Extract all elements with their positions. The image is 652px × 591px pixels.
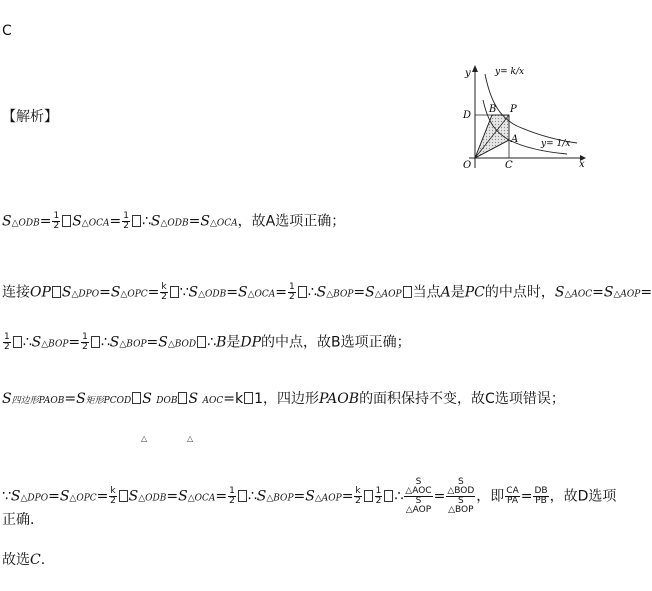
sub-oca: △OCA [81, 218, 110, 229]
eq-sign: = [68, 334, 81, 351]
missing-glyph-box [170, 286, 179, 298]
math-s: S [2, 391, 12, 407]
label-point-d: D [463, 110, 472, 121]
label-y-axis: y [465, 68, 471, 79]
text-is: 是 [226, 334, 241, 351]
text-a-correct: ，故A选项正确； [237, 213, 346, 230]
sub-aop: △AOP [613, 289, 641, 300]
fraction-area-ratio-left: S △AOC S △AOP [405, 477, 432, 515]
sub-odb: △ODB [138, 493, 167, 504]
math-s: S [305, 488, 315, 505]
missing-glyph-box [52, 286, 61, 298]
math-a: A [440, 284, 451, 301]
sub-oca: △OCA [209, 218, 238, 229]
text-b-correct: 的中点，故B选项正确； [261, 334, 411, 351]
math-s: S [316, 284, 327, 301]
stray-triangle-symbol: △ [187, 434, 194, 443]
y-axis-arrow [472, 65, 478, 72]
math-paob: PAOB [319, 391, 360, 407]
analysis-heading: 【解析】 [2, 109, 58, 125]
fraction-half: $\frac{1}{2}$ [4, 332, 10, 352]
label-point-c: C [505, 160, 513, 171]
math-s: S [603, 284, 614, 301]
fraction-k-half: $\frac{k}{2}$ [355, 486, 361, 506]
eq-sign: = [275, 284, 288, 301]
solution-line-3 [2, 333, 411, 354]
fraction-half: $\frac{1}{2}$ [375, 486, 382, 506]
sub-bop: △BOP [41, 339, 69, 350]
math-s: S [256, 488, 267, 505]
label-point-a: A [511, 134, 519, 145]
math-s: S [31, 334, 42, 351]
eq-sign: = [226, 284, 238, 301]
sub-bop: △BOP [326, 289, 354, 300]
math-s: S [59, 488, 70, 505]
math-s: S [109, 334, 120, 351]
solution-line-4 [2, 390, 565, 410]
math-s: S [200, 213, 210, 230]
math-b: B [216, 334, 227, 351]
text-period: . [40, 552, 46, 568]
missing-glyph-box [403, 286, 412, 298]
missing-glyph-box [384, 490, 393, 502]
math-s: S [188, 391, 199, 407]
fraction-k-half: $\frac{k}{2}$ [110, 486, 116, 506]
eq-sign: = [293, 488, 306, 505]
sub-dob: DOB [156, 396, 178, 406]
missing-glyph-box [364, 490, 373, 502]
math-s: S [128, 488, 139, 505]
stray-triangle-symbol: △ [141, 434, 148, 443]
sub-rect-pcod: 矩形PCOD [85, 396, 132, 406]
eq-sign: = [640, 284, 652, 301]
sub-oca: △OCA [247, 289, 276, 300]
therefore-sign: ∴ [207, 334, 217, 351]
eq-sign: = [353, 284, 366, 301]
sub-dpo: △DPO [20, 493, 49, 504]
fraction-half: $\frac{1}{2}$ [289, 282, 295, 302]
math-s: S [188, 284, 199, 301]
fraction-db-pb: $\frac{DB}{PB}$ [534, 486, 548, 506]
answer-letter: C [2, 23, 12, 39]
therefore-sign: ∴ [22, 334, 32, 351]
eq-sign: = [592, 284, 604, 301]
sub-aop: △AOP [374, 289, 402, 300]
sub-opc: △OPC [120, 289, 148, 300]
sub-aoc: △AOC [564, 289, 593, 300]
eq-sign: = [215, 488, 228, 505]
missing-glyph-box [244, 392, 253, 404]
sub-bop: △BOP [266, 493, 294, 504]
math-s: S [238, 284, 248, 301]
solution-line-2 [2, 283, 652, 304]
text-is: 是 [450, 284, 465, 301]
sub-quad-paob: 四边形PAOB [11, 396, 65, 406]
function-graph-figure [455, 60, 590, 175]
fraction-half: $\frac{1}{2}$ [123, 211, 129, 231]
because-sign: ∵ [2, 488, 11, 505]
therefore-sign: ∴ [100, 334, 110, 351]
text-equals-k: =k [223, 391, 244, 407]
sub-odb: △ODB [11, 218, 40, 229]
label-curve-k: y= k/x [495, 67, 525, 77]
text-quadrilateral: ，四边形 [263, 391, 320, 407]
sub-odb: △ODB [160, 218, 189, 229]
math-op: OP [30, 284, 51, 301]
eq-sign: = [341, 488, 354, 505]
text-ie: ，即 [476, 488, 505, 505]
text-when: 当点 [412, 284, 441, 301]
math-s: S [554, 284, 565, 301]
sub-opc: △OPC [69, 493, 97, 504]
math-s: S [76, 391, 86, 407]
therefore-sign: ∴ [394, 488, 404, 505]
math-c: C [30, 552, 41, 568]
label-curve-1: y= 1/x [541, 139, 571, 149]
text-c-wrong: 的面积保持不变，故C选项错误； [359, 391, 565, 407]
math-s: S [2, 213, 12, 230]
eq-sign: = [109, 213, 122, 230]
text-connect: 连接 [2, 284, 30, 301]
eq-sign: = [146, 334, 159, 351]
therefore-sign: ∴ [247, 488, 257, 505]
eq-sign: = [188, 213, 201, 230]
math-s: S [150, 213, 161, 230]
math-s: S [178, 488, 188, 505]
sub-bod: △BOD [167, 339, 197, 350]
sub-aoc: AOC [202, 396, 224, 406]
fraction-k-half: $\frac{k}{2}$ [161, 282, 167, 302]
eq-sign: = [99, 284, 111, 301]
eq-sign: = [166, 488, 179, 505]
missing-glyph-box [132, 215, 141, 227]
text-one: 1 [254, 391, 264, 407]
label-point-b: B [489, 104, 497, 115]
text-midpoint-when: 的中点时， [484, 284, 555, 301]
label-x-axis: x [579, 159, 585, 170]
fraction-area-ratio-right: S △BOD S △BOP [447, 477, 475, 515]
eq-sign: = [39, 213, 52, 230]
missing-glyph-box [178, 392, 187, 404]
therefore-sign: ∴ [141, 213, 151, 230]
eq-sign: = [96, 488, 109, 505]
label-point-p: P [510, 104, 517, 115]
sub-oca: △OCA [187, 493, 216, 504]
eq-sign: = [433, 488, 446, 505]
math-s: S [10, 488, 21, 505]
sub-dpo: △DPO [71, 289, 100, 300]
math-s: S [365, 284, 375, 301]
text-choose: 故选 [2, 552, 30, 568]
fraction-half: $\frac{1}{2}$ [53, 211, 60, 231]
sub-bop: △BOP [119, 339, 147, 350]
label-origin: O [463, 160, 472, 171]
missing-glyph-box [13, 336, 22, 348]
math-pc: PC [464, 284, 485, 301]
because-sign: ∵ [179, 284, 189, 301]
therefore-sign: ∴ [307, 284, 317, 301]
solution-line-7 [2, 551, 45, 569]
math-s: S [110, 284, 121, 301]
fraction-ca-pa: $\frac{CA}{PA}$ [506, 486, 519, 506]
missing-glyph-box [238, 490, 247, 502]
missing-glyph-box [132, 392, 141, 404]
missing-glyph-box [119, 490, 128, 502]
eq-sign: = [48, 488, 60, 505]
eq-sign: = [64, 391, 77, 407]
math-s: S [61, 284, 72, 301]
math-dp: DP [240, 334, 262, 351]
math-s: S [142, 391, 152, 407]
missing-glyph-box [298, 286, 307, 298]
math-s: S [72, 213, 82, 230]
solution-line-5 [2, 478, 616, 515]
fraction-half: $\frac{1}{2}$ [229, 486, 235, 506]
solution-line-1 [2, 212, 345, 233]
missing-glyph-box [62, 215, 71, 227]
solution-line-6: 正确. [2, 512, 35, 528]
text-d-option: ，故D选项 [549, 488, 617, 505]
eq-sign: = [520, 488, 533, 505]
missing-glyph-box [91, 336, 100, 348]
eq-sign: = [147, 284, 160, 301]
sub-odb: △ODB [198, 289, 227, 300]
sub-aop: △AOP [314, 493, 342, 504]
math-s: S [158, 334, 168, 351]
missing-glyph-box [197, 336, 206, 348]
fraction-half: $\frac{1}{2}$ [82, 332, 88, 352]
